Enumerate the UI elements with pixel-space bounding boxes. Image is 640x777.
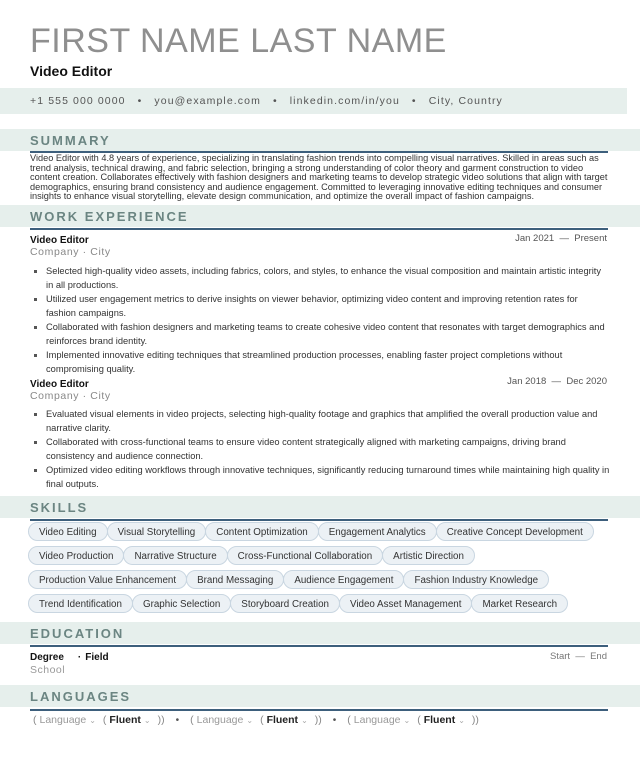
contact-linkedin[interactable]: linkedin.com/in/you [289, 95, 400, 107]
skill-row [28, 522, 614, 541]
contact-bar [0, 88, 627, 114]
chevron-down-icon[interactable]: ⌄ [301, 715, 308, 725]
list-item: Implemented innovative editing techniques that streamlined production processes, enabling faster project completions without compromising quality. [30, 348, 610, 376]
chevron-down-icon[interactable]: ⌄ [89, 715, 96, 725]
language-separator: • [175, 714, 180, 726]
paren: )) [157, 714, 165, 726]
paren: ( [33, 714, 37, 726]
paren: ( [347, 714, 351, 726]
skill-chip: Audience Engagement [283, 570, 404, 589]
degree-field: Field [85, 652, 109, 663]
education-degree [30, 652, 109, 663]
skills-section-header [0, 496, 640, 518]
language-select[interactable]: Language [196, 714, 244, 726]
contact-separator: • [272, 95, 278, 107]
skill-chip: Video Editing [28, 522, 108, 541]
job-company: Company · City [30, 246, 111, 258]
paren: ( [417, 714, 421, 726]
job-dates [515, 233, 607, 244]
education-section-header [0, 622, 640, 644]
education-start: Start [549, 651, 571, 662]
section-title: WORK EXPERIENCE [30, 208, 189, 224]
job-bullets [30, 264, 610, 376]
education-dates [550, 651, 607, 662]
proficiency-select[interactable]: Fluent [109, 714, 141, 726]
chevron-down-icon[interactable]: ⌄ [246, 715, 254, 725]
skill-chip: Trend Identification [28, 594, 133, 613]
job-end: Present [574, 233, 607, 244]
list-item: Optimized video editing workflows through innovative techniques, significantly reducing turnaround times while maintaining high quality in final outputs. [30, 463, 610, 491]
language-separator: • [332, 714, 337, 726]
date-dash: — [551, 376, 562, 387]
education-end: End [590, 651, 607, 662]
section-title: SKILLS [30, 499, 89, 515]
paren: )) [314, 714, 322, 726]
education-school: School [30, 664, 66, 676]
contact-phone[interactable]: +1 555 000 0000 [30, 95, 126, 107]
section-divider [30, 645, 608, 647]
skill-chip: Video Asset Management [339, 594, 472, 613]
summary-text: Video Editor with 4.8 years of experience, specializing in translating fashion trends into compelling visual narratives. Skilled in areas such as trend analysis, technical drawing, and fabric selection, bringing a strong understanding of color theory and garment construction to video content creation. Collaborates effectively with fashion designers and marketing teams to develop strategic video solutions that align with target demographics, ensuring brand consistency and audience engagement. Committed to leveraging innovative editing techniques and consumer insights to enhance visual storytelling, elevate design communication, and optimize the overall impact of fashion campaigns. [30, 153, 608, 202]
candidate-role: Video Editor [30, 63, 113, 79]
job-dates [507, 376, 607, 387]
paren: ( [102, 714, 107, 726]
job-bullets [30, 407, 610, 491]
contact-location[interactable]: City, Country [428, 95, 503, 107]
section-divider [30, 228, 608, 230]
skill-chip: Production Value Enhancement [28, 570, 187, 589]
skill-chip: Brand Messaging [186, 570, 284, 589]
date-dash: — [575, 651, 585, 662]
skill-chip: Graphic Selection [132, 594, 231, 613]
section-title: SUMMARY [30, 132, 111, 148]
skill-chip: Content Optimization [205, 522, 318, 541]
job-title: Video Editor [30, 379, 89, 390]
skill-chip: Artistic Direction [382, 546, 475, 565]
language-select[interactable]: Language [39, 714, 87, 726]
job-start: Jan 2018 [507, 376, 547, 387]
skill-chip: Storyboard Creation [230, 594, 340, 613]
section-title: LANGUAGES [30, 688, 132, 704]
skill-chip: Narrative Structure [123, 546, 227, 565]
skill-row [28, 570, 614, 589]
paren: ( [260, 714, 264, 726]
languages-list [30, 714, 482, 726]
job-company: Company · City [30, 390, 111, 402]
skill-chip: Market Research [471, 594, 568, 613]
job-title: Video Editor [30, 235, 89, 246]
proficiency-select[interactable]: Fluent [266, 714, 299, 726]
skill-row [28, 546, 614, 565]
skill-chip: Fashion Industry Knowledge [403, 570, 549, 589]
contact-email[interactable]: you@example.com [154, 95, 261, 107]
section-divider [30, 709, 608, 711]
section-title: EDUCATION [30, 625, 125, 641]
skill-chip: Engagement Analytics [318, 522, 437, 541]
skill-chip: Visual Storytelling [107, 522, 207, 541]
paren: ( [190, 714, 194, 726]
candidate-name: FIRST NAME LAST NAME [30, 22, 447, 60]
skill-chip: Video Production [28, 546, 124, 565]
proficiency-select[interactable]: Fluent [423, 714, 456, 726]
skill-row [28, 594, 614, 613]
paren: )) [471, 714, 479, 726]
chevron-down-icon[interactable]: ⌄ [403, 715, 411, 725]
chevron-down-icon[interactable]: ⌄ [458, 715, 465, 725]
list-item: Collaborated with cross-functional teams to ensure video content strategically aligned with marketing campaigns, driving brand consistency and audience connection. [30, 435, 610, 463]
list-item: Collaborated with fashion designers and marketing teams to create cohesive video content that resonates with target demographics and reinforces brand identity. [30, 320, 610, 348]
degree-name: Degree [30, 652, 64, 663]
job-end: Dec 2020 [566, 376, 607, 387]
language-select[interactable]: Language [353, 714, 401, 726]
work-section-header [0, 205, 640, 227]
skill-chip: Creative Concept Development [436, 522, 594, 541]
chevron-down-icon[interactable]: ⌄ [143, 715, 151, 725]
list-item: Evaluated visual elements in video projects, selecting high-quality footage and graphics that amplified the overall production value and narrative clarity. [30, 407, 610, 435]
contact-separator: • [137, 95, 143, 107]
section-divider [30, 519, 608, 521]
list-item: Utilized user engagement metrics to derive insights on viewer behavior, optimizing video content and improving retention rates for fashion campaigns. [30, 292, 610, 320]
degree-separator: · [77, 652, 82, 663]
job-start: Jan 2021 [515, 233, 555, 244]
list-item: Selected high-quality video assets, including fabrics, colors, and styles, to enhance the visual composition and maintain artistic integrity in all productions. [30, 264, 610, 292]
languages-section-header [0, 685, 640, 707]
date-dash: — [559, 233, 569, 244]
skills-list [30, 522, 614, 617]
contact-separator: • [411, 95, 417, 107]
summary-section-header [0, 129, 640, 151]
skill-chip: Cross-Functional Collaboration [227, 546, 384, 565]
